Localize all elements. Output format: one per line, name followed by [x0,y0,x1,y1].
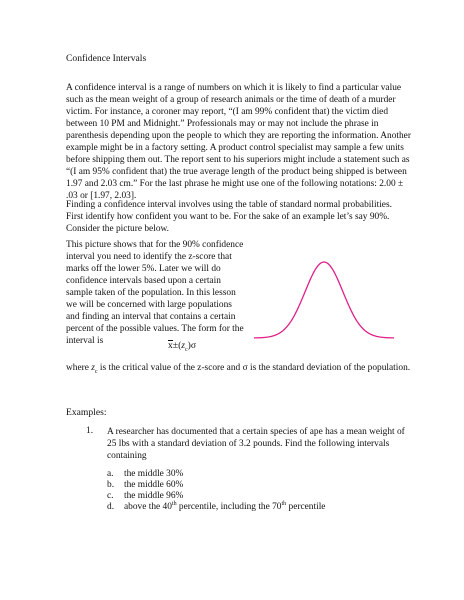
normal-distribution-curve [254,262,394,338]
item-label: c. [107,491,114,501]
definitions-where: where [66,363,92,373]
example-1-text: A researcher has documented that a certain species of ape has a mean weight of 25 lbs with a standard deviation of 3.2 pounds. Find the following intervals containing [107,427,405,461]
paragraph-picture-explanation: This picture shows that for the 90% confidence interval you need to identify the z-score that marks off the lower 5%. Later we will do confidence intervals based upon a certain sample taken of the population. In this lesson we will be concerned with large populations and finding an interval that contains a certain percent of the possible values. The form for the interval is [66,240,244,346]
item-text: the middle 30% [124,469,184,479]
example-1-number: 1. [86,426,94,436]
examples-heading: Examples: [66,407,107,418]
definitions-z-subscript: c [94,368,98,375]
item-ordinal-1: th [171,500,177,507]
item-label: d. [107,502,115,512]
definitions-mid: is the critical value of the z-score and [97,363,243,373]
formula-open-paren: ( [178,340,182,351]
item-text: the middle 60% [124,480,184,490]
definitions-end: is the standard deviation of the population. [247,363,411,373]
formula-sigma: σ [190,340,197,351]
item-ordinal-2: th [281,500,287,507]
paragraph-intro: A confidence interval is a range of numbers on which it is likely to find a particular value such as the mean weight of a group of research animals or the time of death of a murder victim. For instance, a coroner may report, “(I am 99% confident that) the victim died between 10 PM and Midnight.” Professionals may or may not include the phrase in parenthesis depending upon the people to which they are reporting the information. Another example might be in a factory setting. A product control specialist may sample a few units before shipping them out. The report sent to his superiors might include a statement such as “(I am 95% confident that) the true average length of the product being shipped is between 1.97 and 2.03 cm.” For the last phrase he might use one of the following notations: 2.00 ± .03 or [1.97, 2.03]. [66,83,411,201]
item-label: b. [107,480,115,490]
definitions-sigma: σ [242,363,248,373]
definitions-z: z [91,363,95,373]
formula-close-paren: ) [187,340,191,351]
formula-x-bar: x [168,340,173,351]
interval-formula [168,340,196,352]
item-label: a. [107,469,114,479]
formula-plus-minus: ± [172,340,179,351]
formula-z: z [181,340,185,351]
formula-z-subscript: c [185,346,188,353]
example-1-item-d [107,501,325,513]
paragraph-definitions [66,362,411,374]
item-text-post: percentile [286,502,326,512]
item-text: the middle 96% [124,491,184,501]
normal-curve-figure [254,252,394,342]
item-text-mid: percentile, including the 70 [176,502,282,512]
paragraph-procedure: Finding a confidence interval involves using the table of standard normal probabilities. First identify how confident you want to be. For the sake of an example let’s say 90%. Consider the picture below. [66,200,392,234]
item-text-pre: above the 40 [124,502,172,512]
page-title: Confidence Intervals [66,53,147,64]
